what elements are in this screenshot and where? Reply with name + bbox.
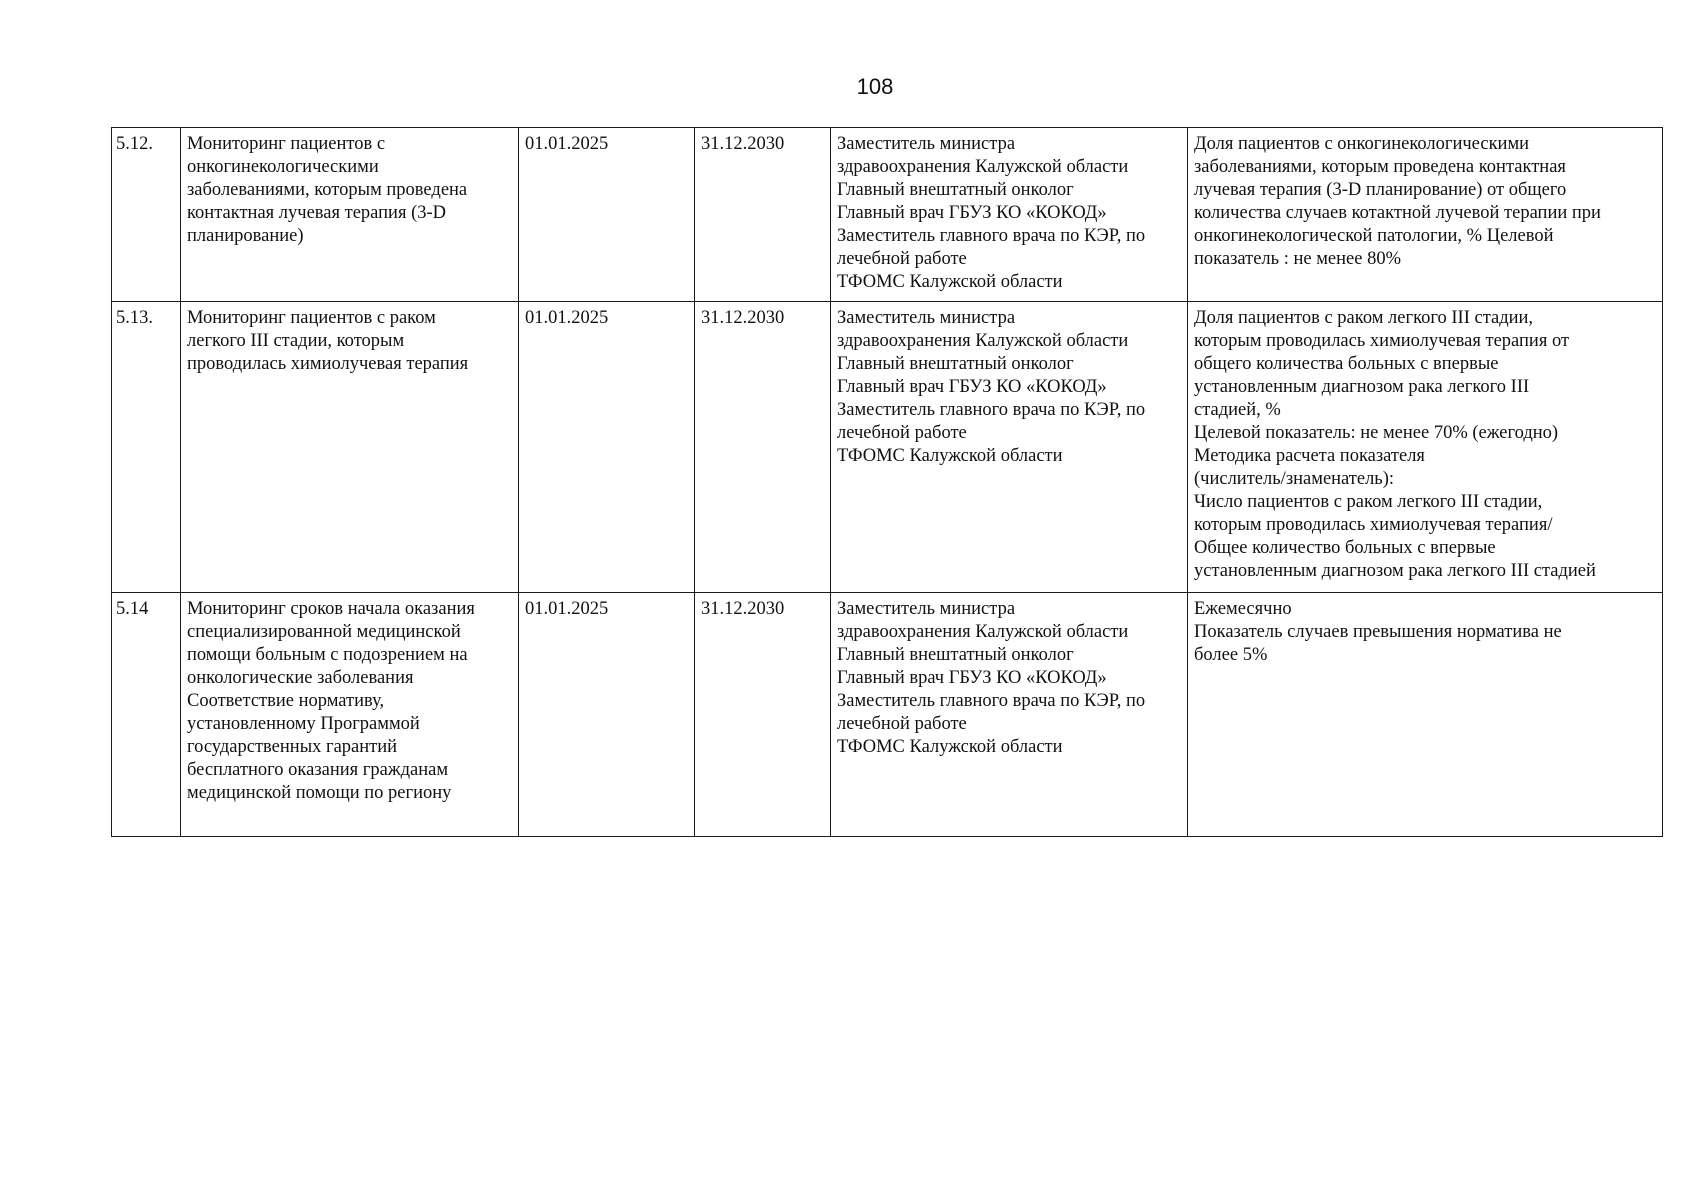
event-cell: Мониторинг сроков начала оказания специализированной медицинской помощи больным с подозрением на онкологические заболевания Соответствие нормативу, установленному Программой государственных гарантий бесплатного оказания гражданам медицинской помощи по региону (181, 593, 519, 837)
table-row (112, 593, 1663, 837)
table-row (112, 128, 1663, 302)
start-date-cell: 01.01.2025 (519, 302, 695, 593)
responsible-cell: Заместитель министра здравоохранения Калужской области Главный внештатный онколог Главный врач ГБУЗ КО «КОКОД» Заместитель главного врача по КЭР, по лечебной работе ТФОМС Калужской области (831, 593, 1188, 837)
indicator-cell: Ежемесячно Показатель случаев превышения норматива не более 5% (1188, 593, 1663, 837)
start-date-cell: 01.01.2025 (519, 593, 695, 837)
indicator-cell: Доля пациентов с онкогинекологическими заболеваниями, которым проведена контактная лучевая терапия (3-D планирование) от общего количества случаев котактной лучевой терапии при онкогинекологической патологии, % Целевой показатель : не менее 80% (1188, 128, 1663, 302)
responsible-cell: Заместитель министра здравоохранения Калужской области Главный внештатный онколог Главный врач ГБУЗ КО «КОКОД» Заместитель главного врача по КЭР, по лечебной работе ТФОМС Калужской области (831, 128, 1188, 302)
event-cell: Мониторинг пациентов с онкогинекологическими заболеваниями, которым проведена контактная лучевая терапия (3-D планирование) (181, 128, 519, 302)
event-cell: Мониторинг пациентов с раком легкого III стадии, которым проводилась химиолучевая терапия (181, 302, 519, 593)
end-date-cell: 31.12.2030 (695, 302, 831, 593)
indicator-cell: Доля пациентов с раком легкого III стадии, которым проводилась химиолучевая терапия от общего количества больных с впервые установленным диагнозом рака легкого III стадией, % Целевой показатель: не менее 70% (ежегодно) Методика расчета показателя (числитель/знаменатель): Число пациентов с раком легкого III стадии, которым проводилась химиолучевая терапия/ Общее количество больных с впервые установленным диагнозом рака легкого III стадией (1188, 302, 1663, 593)
end-date-cell: 31.12.2030 (695, 128, 831, 302)
page-number: 108 (856, 74, 894, 99)
row-number: 5.13. (112, 302, 181, 593)
responsible-cell: Заместитель министра здравоохранения Калужской области Главный внештатный онколог Главный врач ГБУЗ КО «КОКОД» Заместитель главного врача по КЭР, по лечебной работе ТФОМС Калужской области (831, 302, 1188, 593)
row-number: 5.14 (112, 593, 181, 837)
table-row (112, 302, 1663, 593)
end-date-cell: 31.12.2030 (695, 593, 831, 837)
row-number: 5.12. (112, 128, 181, 302)
start-date-cell: 01.01.2025 (519, 128, 695, 302)
measures-table (111, 127, 1663, 837)
